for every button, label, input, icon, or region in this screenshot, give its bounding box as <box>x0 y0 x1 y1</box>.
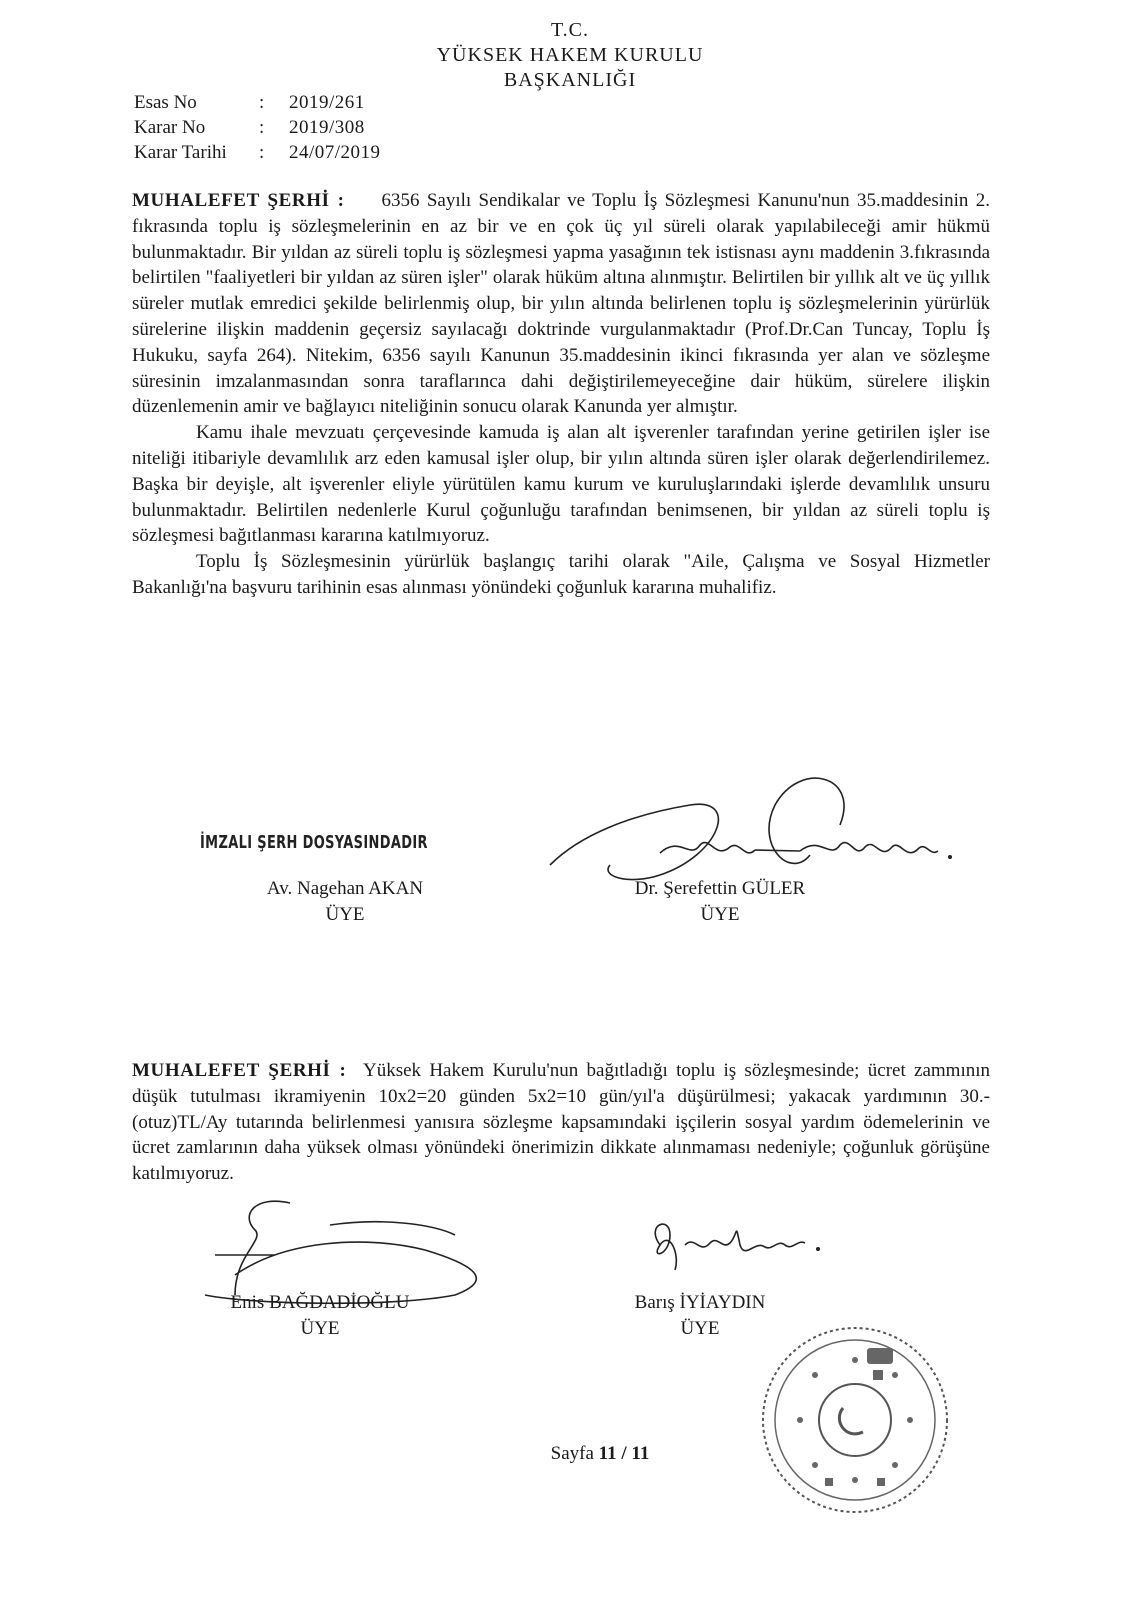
ref-separator: : <box>259 142 265 163</box>
ref-row-tarih <box>134 140 381 165</box>
signed-on-file-stamp: İMZALI ŞERH DOSYASINDADIR <box>200 832 428 853</box>
header-line-board: YÜKSEK HAKEM KURULU <box>436 44 704 66</box>
issuer-header <box>390 18 750 93</box>
signature-iyiaydin <box>640 1215 830 1285</box>
page-label: Sayfa <box>550 1443 594 1464</box>
dissent-section-2 <box>132 1058 990 1187</box>
official-seal-icon <box>755 1320 955 1520</box>
signature-bagdadioglu <box>195 1195 515 1305</box>
ref-label: Karar Tarihi <box>134 142 227 163</box>
ref-value: 2019/308 <box>289 117 365 138</box>
dissent-heading: MUHALEFET ŞERHİ : <box>132 1060 347 1081</box>
header-line-presidency: BAŞKANLIĞI <box>503 69 637 91</box>
dissent-1-paragraph-3: Toplu İş Sözleşmesinin yürürlük başlangıç tarihi olarak "Aile, Çalışma ve Sosyal Hizmetler Bakanlığı'na başvuru tarihinin esas alınması yönündeki çoğunluk kararına muhalifiz. <box>132 551 990 598</box>
dissent-1-paragraph-2: Kamu ihale mevzuatı çerçevesinde kamuda iş alan alt işverenler tarafından yerine getirilen işler ise niteliği itibariyle devamlılık arz eden kamusal işler olup, bir yılın altında süren işler olarak değerlendirilemez. Başka bir deyişle, alt işverenler eliyle yürütülen kamu kurum ve kuruluşlarındaki işlerde devamlılık unsuru bulunmaktadır. Belirtilen nedenlerle Kurul çoğunluğu tarafından benimsenen, bir yıldan az süreli toplu iş sözleşmesi bağıtlanması kararına katılmıyoruz. <box>132 422 990 547</box>
ref-value: 24/07/2019 <box>289 142 381 163</box>
signatory-role: ÜYE <box>700 904 740 925</box>
signatory-akan <box>225 876 465 928</box>
ref-row-karar <box>134 115 381 140</box>
page-footer <box>520 1443 680 1465</box>
dissent-2-paragraph-1 <box>132 1058 990 1187</box>
ref-row-esas <box>134 90 381 115</box>
signatory-name: Dr. Şerefettin GÜLER <box>634 878 806 899</box>
dissent-heading: MUHALEFET ŞERHİ : <box>132 190 345 211</box>
signatory-name: Enis BAĞDADİOĞLU <box>230 1292 410 1313</box>
signatory-bagdadioglu <box>200 1290 440 1342</box>
signatory-name: Av. Nagehan AKAN <box>266 878 424 899</box>
ref-separator: : <box>259 92 265 113</box>
header-line-tc: T.C. <box>550 19 590 41</box>
ref-value: 2019/261 <box>289 92 365 113</box>
ref-label: Esas No <box>134 92 197 113</box>
paragraph-text: Yüksek Hakem Kurulu'nun bağıtladığı toplu iş sözleşmesinde; ücret zammının düşük tutulması ikramiyenin 10x2=20 günden 5x2=10 gün/yıl'a düşürülmesi; yakacak yardımının 30.-(otuz)TL/Ay tutarında belirlenmesi yanısıra sözleşme kapsamındaki işçilerin sosyal yardım ödemelerinin ve ücret zamlarının daha yüksek olması yönündeki önerimizin dikkate alınmaması nedeniyle; çoğunluk görüşüne katılmıyoruz. <box>132 1060 991 1185</box>
paragraph-text: 6356 Sayılı Sendikalar ve Toplu İş Sözleşmesi Kanunu'nun 35.maddesinin 2. fıkrasında toplu iş sözleşmelerinin en az bir ve en çok üç yıl süreli olarak yapılabileceği amir hükmü bulunmaktadır. Bir yıldan az süreli toplu iş sözleşmesi yapma yasağının tek istisnası aynı maddenin 3.fıkrasında belirtilen "faaliyetleri bir yıldan az süren işler" olarak hüküm altına alınmıştır. Belirtilen bir yıllık alt ve üç yıllık süreler mutlak emredici şekilde belirlenmiş olup, bir yılın altında belirlenen toplu iş sözleşmelerinin yürürlük sürelerine ilişkin maddenin geçersiz sayılacağı doktrinde vurgulanmaktadır (Prof.Dr.Can Tuncay, Toplu İş Hukuku, sayfa 264). Nitekim, 6356 sayılı Kanunun 35.maddesinin ikinci fıkrasında yer alan ve sözleşme süresinin imzalanmasından sonra taraflarınca dahi değiştirilemeyeceğine dair hüküm, sürelere ilişkin düzenlemenin amir ve bağlayıcı niteliğinin sonucu olarak Kanunda yer almıştır. <box>132 190 990 418</box>
signatory-name: Barış İYİAYDIN <box>634 1292 766 1313</box>
dissent-section-1 <box>132 188 990 601</box>
ref-separator: : <box>259 117 265 138</box>
reference-block <box>134 90 381 165</box>
signatory-role: ÜYE <box>680 1318 720 1339</box>
ref-label: Karar No <box>134 117 206 138</box>
signatory-role: ÜYE <box>300 1318 340 1339</box>
page-number: 11 / 11 <box>598 1443 650 1464</box>
dissent-1-paragraph-1 <box>132 188 990 420</box>
signatory-role: ÜYE <box>325 904 365 925</box>
signatory-guler <box>600 876 840 928</box>
